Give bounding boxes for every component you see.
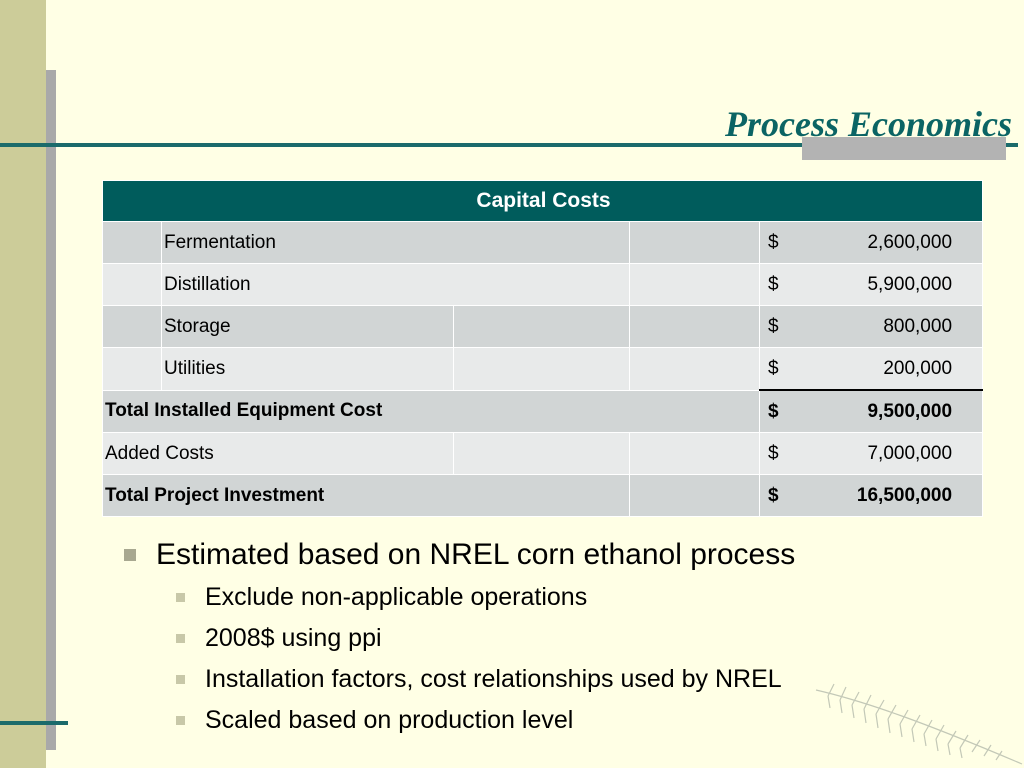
row-amount-cell <box>760 433 983 475</box>
row-amount-cell <box>760 348 983 391</box>
row-amount-cell <box>760 222 983 264</box>
square-bullet-icon <box>176 634 185 643</box>
currency-symbol: $ <box>768 400 779 422</box>
row-amount: 2,600,000 <box>867 231 953 253</box>
square-bullet-icon <box>176 716 185 725</box>
currency-symbol: $ <box>768 357 779 379</box>
row-label: Utilities <box>162 348 454 391</box>
left-vertical-bar <box>46 70 56 750</box>
row-label: Added Costs <box>103 433 454 475</box>
row-amount: 16,500,000 <box>856 484 953 506</box>
sub-bullet-text: 2008$ using ppi <box>205 624 382 652</box>
row-amount-cell <box>760 264 983 306</box>
currency-symbol: $ <box>768 315 779 337</box>
bullet-text: Estimated based on NREL corn ethanol process <box>156 538 796 571</box>
row-label: Storage <box>162 306 454 348</box>
left-decorative-band <box>0 0 46 768</box>
table-row <box>103 433 983 475</box>
slide-title: Process Economics <box>725 104 1012 144</box>
capital-costs-table <box>102 180 983 517</box>
row-label: Distillation <box>162 264 630 306</box>
table-row-subtotal <box>103 390 983 433</box>
sub-bullet-item <box>176 577 1004 618</box>
row-amount: 9,500,000 <box>867 400 953 422</box>
sub-bullet-item <box>176 618 1004 659</box>
row-label: Total Installed Equipment Cost <box>103 390 760 433</box>
sub-bullet-text: Exclude non-applicable operations <box>205 583 588 611</box>
table-header: Capital Costs <box>103 181 983 222</box>
sub-bullet-text: Installation factors, cost relationships used by NREL <box>205 665 782 693</box>
table-row <box>103 264 983 306</box>
table-row <box>103 222 983 264</box>
row-label: Total Project Investment <box>103 475 630 517</box>
currency-symbol: $ <box>768 484 779 506</box>
row-amount: 7,000,000 <box>867 442 953 464</box>
bottom-accent-line <box>0 721 68 725</box>
table-row <box>103 306 983 348</box>
currency-symbol: $ <box>768 273 779 295</box>
currency-symbol: $ <box>768 231 779 253</box>
row-amount-cell <box>760 306 983 348</box>
fern-leaf-icon <box>808 672 1024 768</box>
row-amount-cell <box>760 475 983 517</box>
bullet-item <box>124 533 1004 577</box>
square-bullet-icon <box>176 675 185 684</box>
table-row <box>103 348 983 391</box>
table-header-row <box>103 181 983 222</box>
row-amount-cell <box>760 390 983 433</box>
row-amount: 5,900,000 <box>867 273 953 295</box>
currency-symbol: $ <box>768 442 779 464</box>
sub-bullet-text: Scaled based on production level <box>205 706 574 734</box>
row-amount: 800,000 <box>883 315 953 337</box>
square-bullet-icon <box>124 549 136 561</box>
row-label: Fermentation <box>162 222 630 264</box>
square-bullet-icon <box>176 593 185 602</box>
row-amount: 200,000 <box>883 357 953 379</box>
table-row-total <box>103 475 983 517</box>
